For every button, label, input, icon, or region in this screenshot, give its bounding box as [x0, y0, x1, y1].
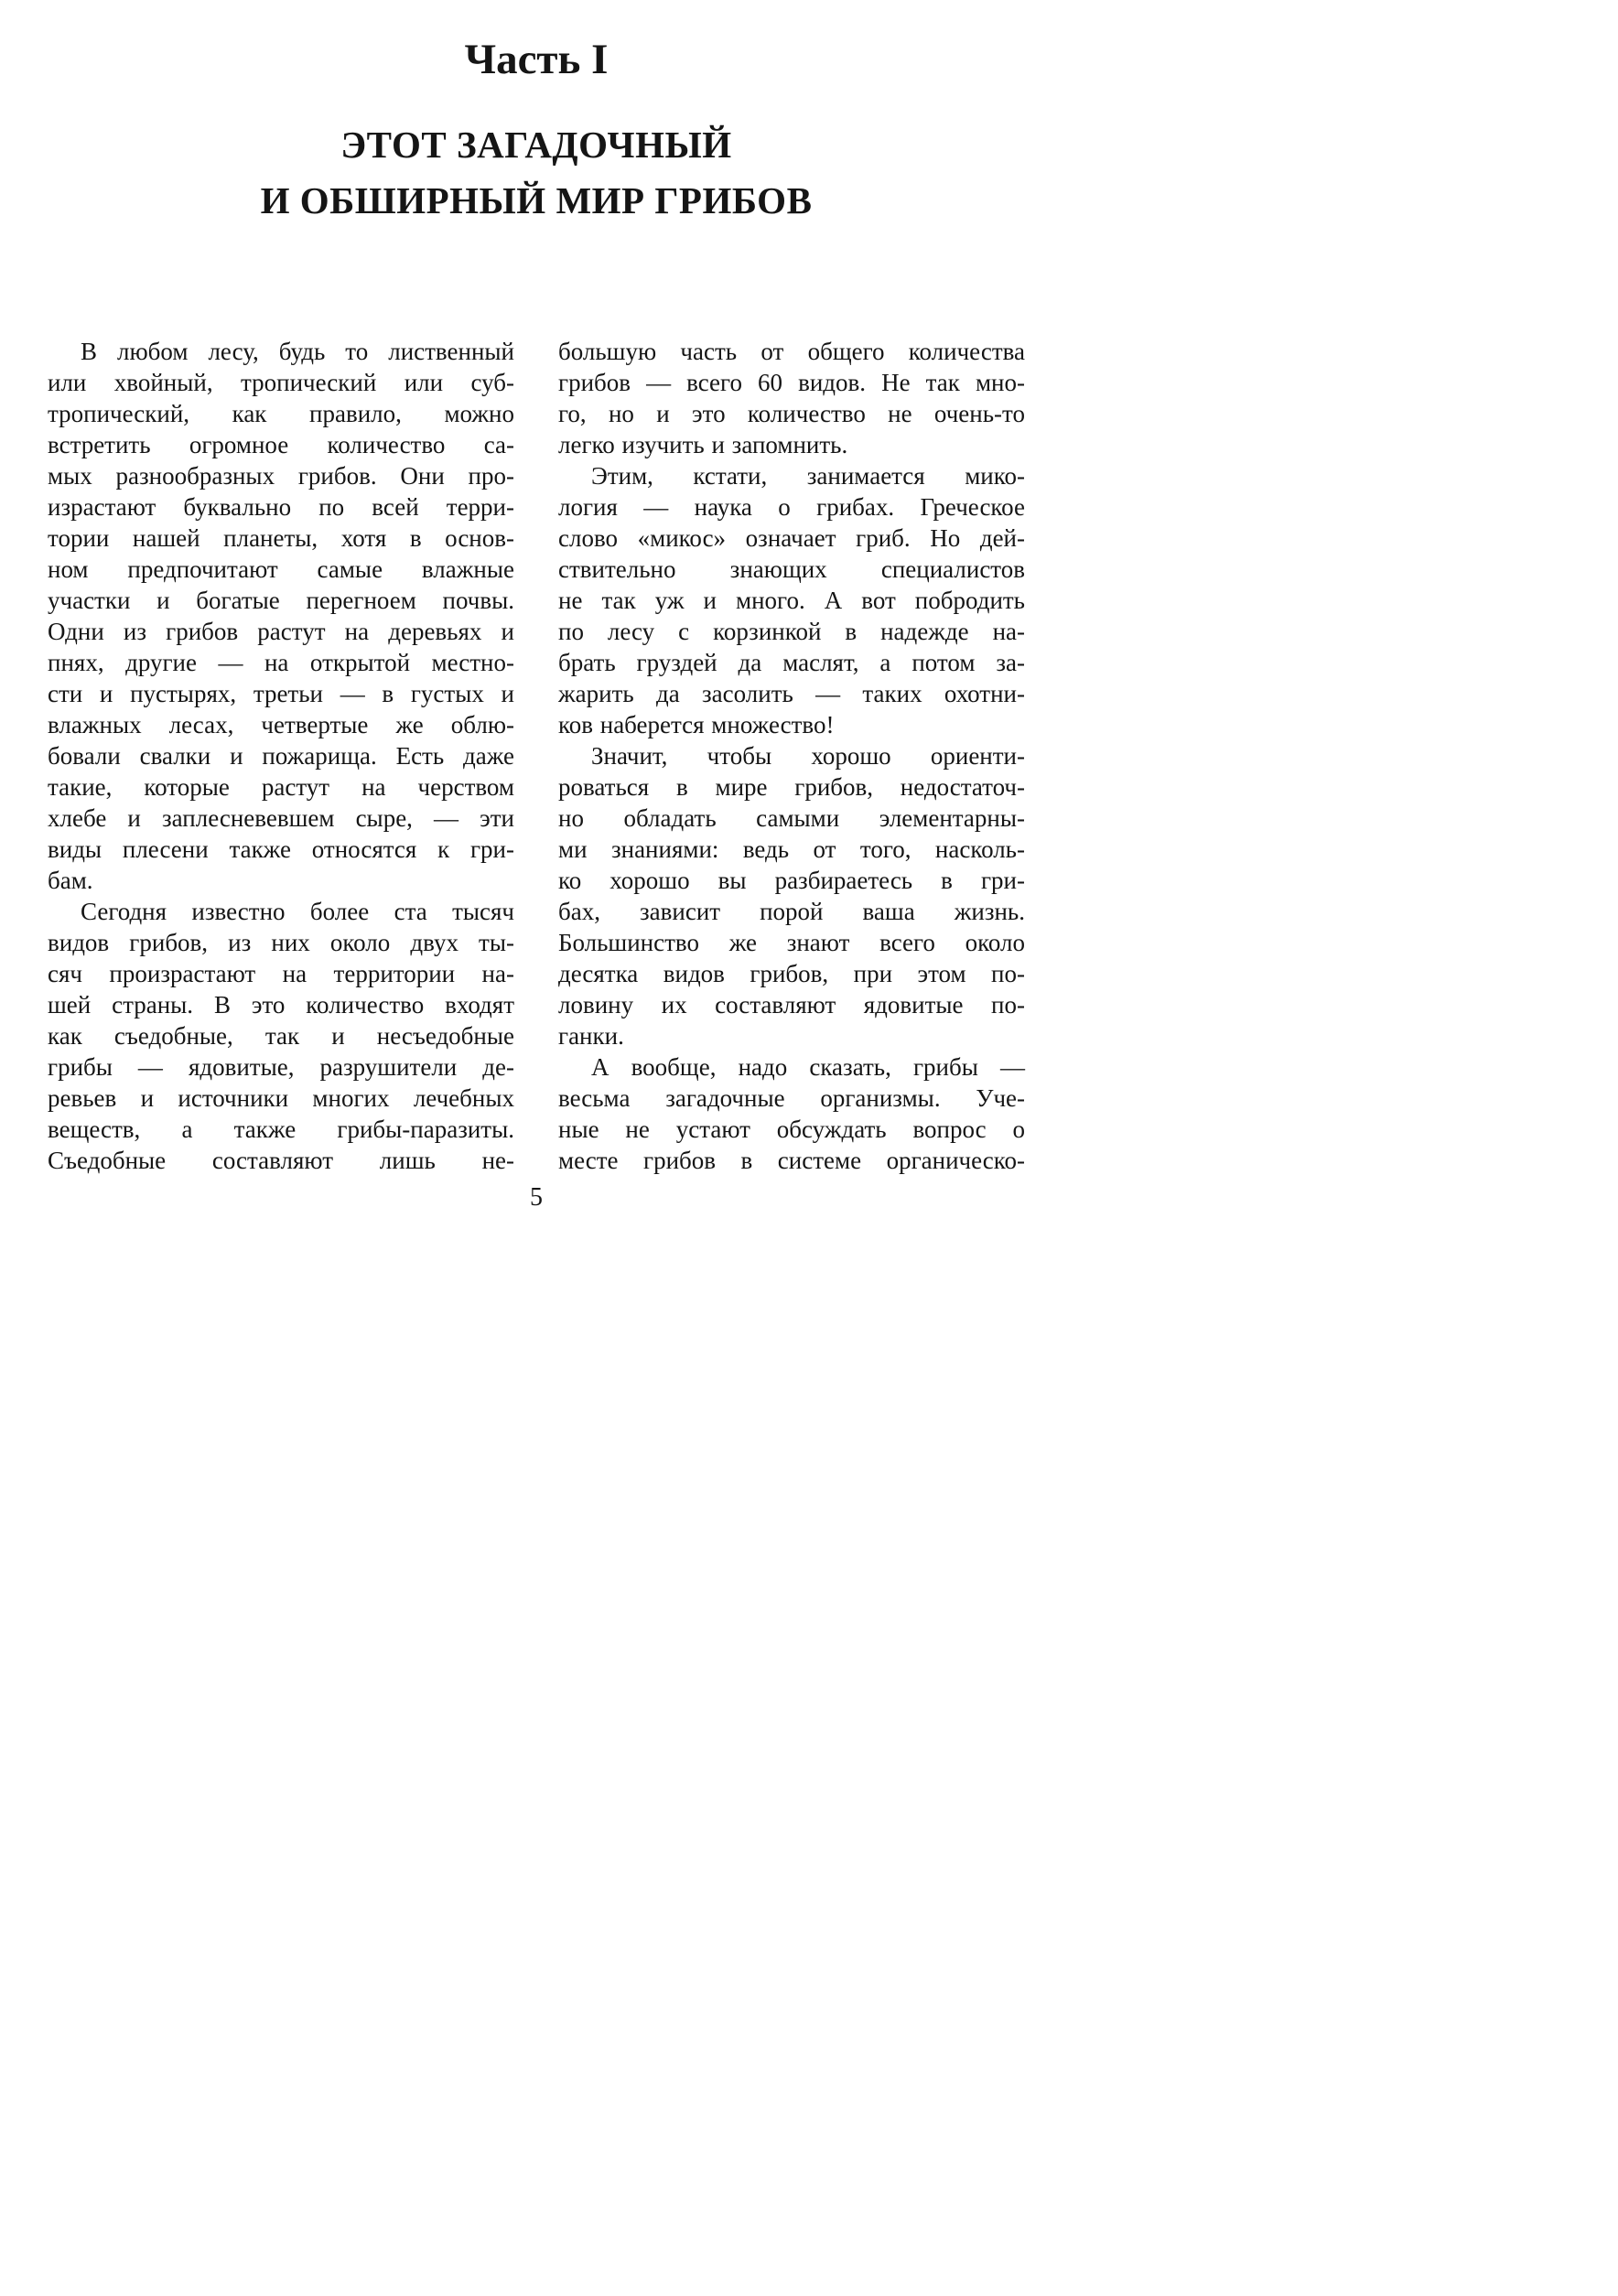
text-line: ствительно знающих специалистов [558, 555, 1025, 583]
text-line: слово «микос» означает гриб. Но дей- [558, 523, 1025, 552]
page-content [48, 0, 1025, 1213]
text-line: такие, которые растут на черством [48, 772, 514, 801]
text-line: ко хорошо вы разбираетесь в гри- [558, 866, 1025, 894]
text-line: В любом лесу, будь то лиственный [81, 337, 514, 365]
chapter-title-line-2: И ОБШИРНЫЙ МИР ГРИБОВ [260, 179, 813, 222]
text-line: ревьев и источники многих лечебных [48, 1083, 514, 1112]
text-line: ном предпочитают самые влажные [48, 555, 514, 583]
text-line: месте грибов в системе органическо- [558, 1146, 1025, 1174]
paragraph [48, 896, 514, 1176]
paragraph [558, 1051, 1025, 1176]
text-line: по лесу с корзинкой в надежде на- [558, 617, 1025, 645]
text-line: Этим, кстати, занимается мико- [591, 461, 1025, 490]
text-line: сяч произрастают на территории на- [48, 959, 514, 987]
text-line: тропический, как правило, можно [48, 399, 514, 427]
text-line: го, но и это количество не очень-то [558, 399, 1025, 427]
text-line: грибов — всего 60 видов. Не так мно- [558, 368, 1025, 396]
paragraph [558, 740, 1025, 1051]
text-line: шей страны. В это количество входят [48, 990, 514, 1019]
text-line: брать груздей да маслят, а потом за- [558, 648, 1025, 676]
text-line: видов грибов, из них около двух ты- [48, 928, 514, 956]
text-line: не так уж и много. А вот побродить [558, 586, 1025, 614]
text-line: ные не устают обсуждать вопрос о [558, 1115, 1025, 1143]
text-line: Сегодня известно более ста тысяч [81, 897, 514, 925]
left-column [48, 336, 514, 1176]
text-line: Одни из грибов растут на деревьях и [48, 617, 514, 645]
text-line: легко изучить и запомнить. [558, 430, 848, 458]
text-line: десятка видов грибов, при этом по- [558, 959, 1025, 987]
text-line: тории нашей планеты, хотя в основ- [48, 523, 514, 552]
text-line: бах, зависит порой ваша жизнь. [558, 897, 1025, 925]
text-line: жарить да засолить — таких охотни- [558, 679, 1025, 707]
text-line: Значит, чтобы хорошо ориенти- [591, 741, 1025, 770]
text-line: А вообще, надо сказать, грибы — [591, 1052, 1025, 1081]
chapter-title-line-1: ЭТОТ ЗАГАДОЧНЫЙ [340, 123, 732, 166]
part-heading: Часть I [464, 36, 609, 83]
paragraph [558, 336, 1025, 460]
text-line: мых разнообразных грибов. Они про- [48, 461, 514, 490]
text-line: влажных лесах, четвертые же облю- [48, 710, 514, 738]
paragraph [48, 336, 514, 896]
text-line: веществ, а также грибы-паразиты. [48, 1115, 514, 1143]
text-line: израстают буквально по всей терри- [48, 492, 514, 521]
text-line: участки и богатые перегноем почвы. [48, 586, 514, 614]
text-line: большую часть от общего количества [558, 337, 1025, 365]
text-line: ми знаниями: ведь от того, насколь- [558, 835, 1025, 863]
text-line: бам. [48, 866, 93, 894]
text-line: ловину их составляют ядовитые по- [558, 990, 1025, 1019]
text-line: Большинство же знают всего около [558, 928, 1025, 956]
text-line: как съедобные, так и несъедобные [48, 1021, 514, 1050]
text-line: ганки. [558, 1021, 624, 1050]
text-line: ков наберется множество! [558, 710, 835, 738]
chapter-title [48, 117, 1025, 230]
text-line: встретить огромное количество са- [48, 430, 514, 458]
text-line: виды плесени также относятся к гри- [48, 835, 514, 863]
text-line: роваться в мире грибов, недостаточ- [558, 772, 1025, 801]
paragraph [558, 460, 1025, 740]
right-column [558, 336, 1025, 1176]
text-line: пнях, другие — на открытой местно- [48, 648, 514, 676]
text-line: сти и пустырях, третьи — в густых и [48, 679, 514, 707]
text-line: хлебе и заплесневевшем сыре, — эти [48, 803, 514, 832]
page-number: 5 [530, 1182, 543, 1212]
text-line: бовали свалки и пожарища. Есть даже [48, 741, 514, 770]
text-line: весьма загадочные организмы. Уче- [558, 1083, 1025, 1112]
text-columns [48, 336, 1025, 1176]
text-line: Съедобные составляют лишь не- [48, 1146, 514, 1174]
text-line: но обладать самыми элементарны- [558, 803, 1025, 832]
text-line: или хвойный, тропический или суб- [48, 368, 514, 396]
text-line: логия — наука о грибах. Греческое [558, 492, 1025, 521]
text-line: грибы — ядовитые, разрушители де- [48, 1052, 514, 1081]
